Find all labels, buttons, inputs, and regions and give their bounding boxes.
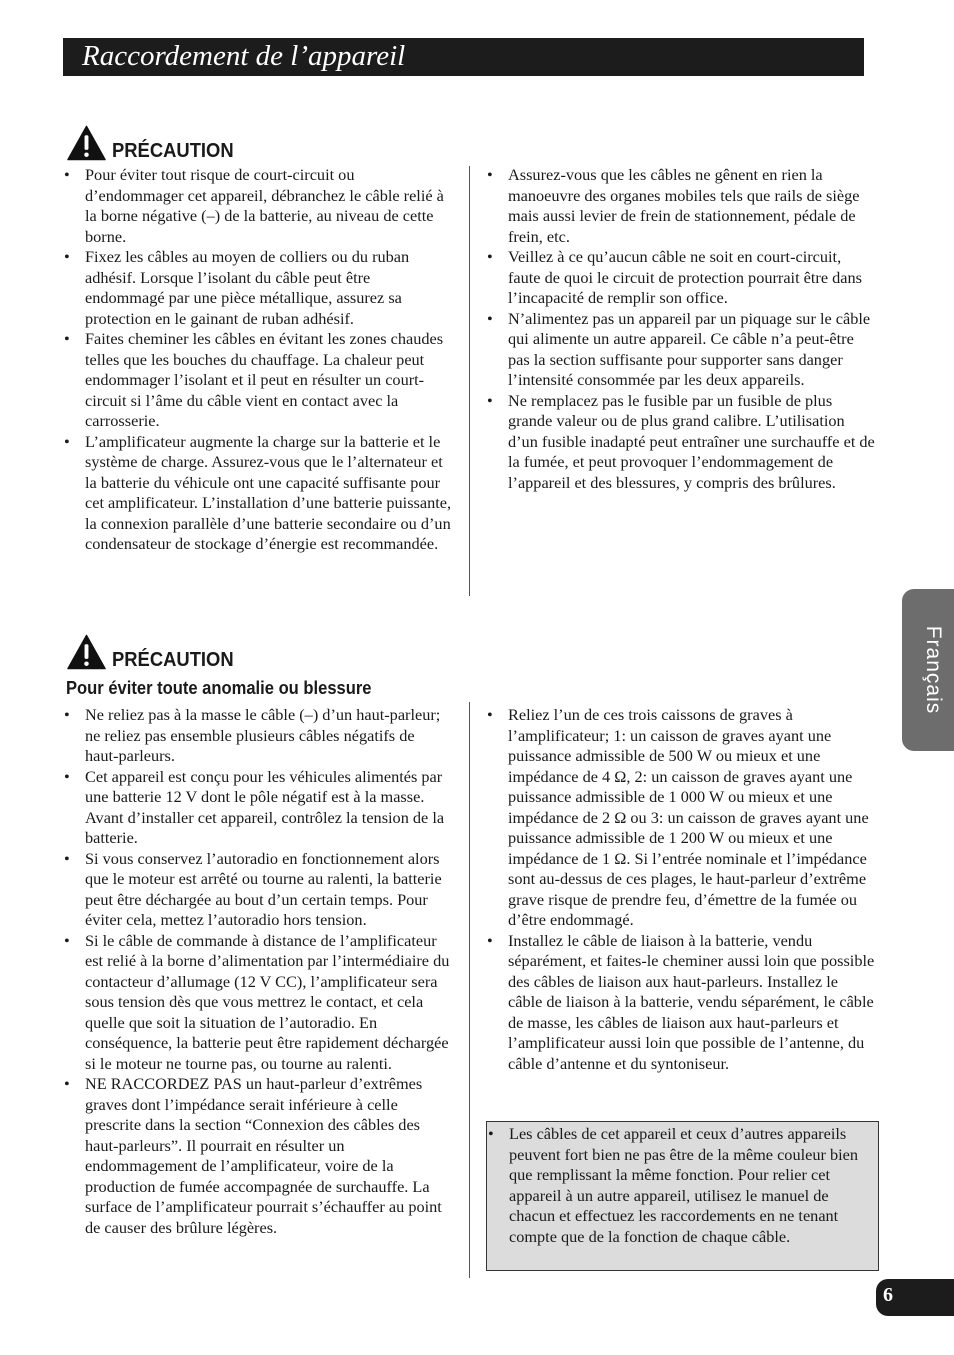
caution-list-1-left xyxy=(64,165,452,555)
list-item xyxy=(64,165,452,247)
bullet: • xyxy=(487,308,493,328)
list-item xyxy=(64,1074,452,1238)
caution-list-1-right xyxy=(487,165,875,493)
caution-heading-2 xyxy=(67,630,244,670)
list-item xyxy=(64,247,452,329)
list-item-text: Faites cheminer les câbles en évitant les zones chaudes telles que les bouches du chauffage. La chaleur peut endommager l’isolant et il peut en résulter un court-circuit si l’âme du câble vient en contact avec la carrosserie. xyxy=(85,329,444,430)
language-label: Français xyxy=(922,625,945,715)
list-item xyxy=(487,705,875,931)
list-item xyxy=(487,165,875,247)
bullet: • xyxy=(64,705,70,724)
bullet: • xyxy=(488,1124,494,1143)
warning-icon xyxy=(67,125,106,161)
bullet: • xyxy=(64,431,70,451)
bullet: • xyxy=(487,390,493,410)
page-title: Raccordement de l’appareil xyxy=(82,40,406,72)
bullet: • xyxy=(487,247,493,266)
column-divider xyxy=(469,702,470,1278)
list-item-text: L’amplificateur augmente la charge sur la batterie et le système de charge. Assurez-vous que le l’alternateur et la batterie du véhicule ont une capacité suffisante pour cet amplificateur. L’installation d’une batterie puissante, la connexion parallèle d’une batterie secondaire ou d’un condensateur de stockage d’énergie est recommandée. xyxy=(85,431,452,553)
list-item-text: Ne reliez pas à la masse le câble (–) d’un haut-parleur; ne reliez pas ensemble plusieurs câbles négatifs de haut-parleurs. xyxy=(85,705,441,765)
warning-icon xyxy=(67,634,106,670)
list-item-text: N’alimentez pas un appareil par un piquage sur le câble qui alimente un autre appareil. Ce câble n’a peut-être pas la section suffisante pour supporter sans danger l’intensité consommée par les deux appareils. xyxy=(508,308,871,389)
page-number-tab xyxy=(876,1279,954,1316)
list-item-text: Veillez à ce qu’aucun câble ne soit en court-circuit, faute de quoi le circuit de protection pourrait être dans l’incapacité de remplir son office. xyxy=(508,247,862,307)
list-item-text: Assurez-vous que les câbles ne gênent en rien la manoeuvre des organes mobiles tels que rails de siège mais aussi levier de frein de stationnement, pédale de frein, etc. xyxy=(508,165,860,246)
caution-label: PRÉCAUTION xyxy=(112,140,234,162)
list-item xyxy=(487,931,875,1075)
list-item-text: Si le câble de commande à distance de l’amplificateur est relié à la borne d’alimentation par l’intermédiaire du contacteur d’allumage (12 V CC), l’amplificateur sera sous tension dès que vous mettrez le contact, et cela quelle que soit la situation de l’autoradio. En conséquence, la batterie peut être rapidement déchargée si le moteur ne tourne pas, ou tourne au ralenti. xyxy=(85,930,450,1073)
language-tab xyxy=(902,589,954,751)
note-list xyxy=(488,1124,873,1247)
list-item-text: Fixez les câbles au moyen de colliers ou du ruban adhésif. Lorsque l’isolant du câble peut être endommagé par une pièce métallique, assurez sa protection en le gainant de ruban adhésif. xyxy=(85,247,410,328)
note-box xyxy=(486,1121,879,1271)
list-item-text: Cet appareil est conçu pour les véhicules alimentés par une batterie 12 V dont le pôle négatif est à la masse. Avant d’installer cet appareil, contrôlez la tension de la batterie. xyxy=(85,766,445,847)
note-text: Les câbles de cet appareil et ceux d’autres appareils peuvent fort bien ne pas être de la même couleur bien que remplissant la même fonction. Pour relier cet appareil à un autre appareil, utilisez le manuel de chacun et effectuez les raccordements en ne tenant compte que de la fonction de chaque câble. xyxy=(509,1124,858,1246)
list-item xyxy=(64,849,452,931)
caution-heading-1 xyxy=(67,121,244,161)
bullet: • xyxy=(64,766,70,786)
list-item-text: Ne remplacez pas le fusible par un fusible de plus grande valeur ou de plus grand calibre. L’utilisation d’un fusible inadapté peut entraîner une surchauffe et de la fumée, et peut provoquer l’endommagement de l’appareil et des blessures, y compris des brûlures. xyxy=(508,390,875,492)
list-item xyxy=(487,391,875,494)
bullet: • xyxy=(64,165,70,184)
page-title-bar xyxy=(63,38,864,76)
bullet: • xyxy=(64,329,70,348)
bullet: • xyxy=(487,165,493,184)
list-item xyxy=(487,247,875,309)
bullet: • xyxy=(64,1074,70,1093)
list-item-text: Si vous conservez l’autoradio en fonctionnement alors que le moteur est arrêté ou tourne au ralenti, la batterie peut être déchargée au bout d’un certain temps. Pour éviter cela, mettez l’autoradio hors tension. xyxy=(85,848,442,929)
list-item xyxy=(64,432,452,555)
column-divider xyxy=(469,166,470,596)
list-item xyxy=(487,309,875,391)
caution-list-2-right xyxy=(487,705,875,1074)
bullet: • xyxy=(487,705,493,724)
section-subheading: Pour éviter toute anomalie ou blessure xyxy=(66,678,372,698)
caution-list-2-left xyxy=(64,705,452,1238)
list-item-text: Installez le câble de liaison à la batterie, vendu séparément, et faites-le cheminer aussi loin que possible des câbles de liaison aux haut-parleurs. Installez le câble de liaison à la batterie, vendu séparément, le câble de masse, les câbles de liaison aux haut-parleurs et l’amplificateur aussi loin que possible de l’antenne, du câble d’antenne et du syntoniseur. xyxy=(508,930,875,1073)
list-item xyxy=(64,767,452,849)
list-item-text: Reliez l’un de ces trois caissons de graves à l’amplificateur; 1: un caisson de graves ayant une puissance admissible de 500 W ou mieux et une impédance de 4 Ω, 2: un caisson de graves ayant une puissance admissible de 1 000 W ou mieux et une impédance de 2 Ω ou 3: un caisson de graves ayant une puissance admissible de 1 200 W ou mieux et une impédance de 1 Ω. Si l’entrée nominale et l’impédance sont au-dessus de ces plages, le haut-parleur d’extrême grave risque de prendre feu, d’émettre de la fumée ou d’être endommagé. xyxy=(508,705,869,929)
bullet: • xyxy=(487,930,493,950)
bullet: • xyxy=(64,848,70,868)
list-item-text: NE RACCORDEZ PAS un haut-parleur d’extrêmes graves dont l’impédance serait inférieure à celle prescrite dans la section “Connexion des câbles des haut-parleurs”. Il pourrait en résulter un endommagement de l’amplificateur, voire de la production de fumée accompagnée de surchauffe. La surface de l’amplificateur pourrait s’échauffer au point de causer des brûlure légères. xyxy=(85,1074,442,1237)
bullet: • xyxy=(64,930,70,950)
list-item xyxy=(64,329,452,432)
caution-label: PRÉCAUTION xyxy=(112,649,234,671)
list-item xyxy=(64,931,452,1075)
list-item xyxy=(64,705,452,767)
list-item xyxy=(488,1124,873,1247)
page-number: 6 xyxy=(883,1284,893,1306)
list-item-text: Pour éviter tout risque de court-circuit ou d’endommager cet appareil, débranchez le câble relié à la borne négative (–) de la batterie, au niveau de cette borne. xyxy=(85,165,444,246)
bullet: • xyxy=(64,247,70,266)
